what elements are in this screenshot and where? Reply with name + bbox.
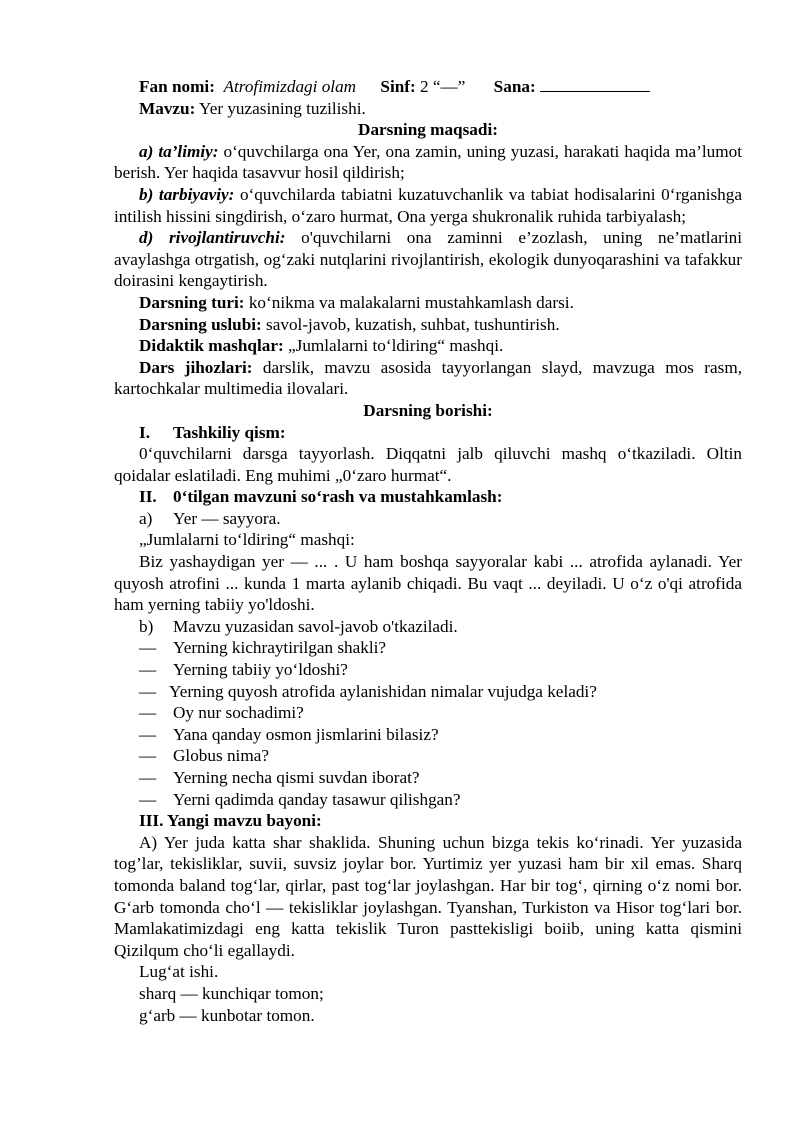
info-mashqlar	[114, 335, 742, 357]
section-3-heading: III. Yangi mavzu bayoni:	[139, 811, 322, 831]
maqsad-item-rivojlantiruvchi	[114, 227, 742, 292]
list-text: Mavzu yuzasidan savol-javob o'tkaziladi.	[173, 616, 458, 636]
question-text: Yana qanday osmon jismlarini bilasiz?	[173, 724, 439, 744]
info-uslubi	[114, 314, 742, 336]
question-text: Yerni qadimda qanday tasawur qilishgan?	[173, 789, 461, 809]
maqsad-item-text: o‘quvchilarda tabiatni kuzatuvchanlik va tabiat hodisalarini 0‘rganishga intilish hissini singdirish, o‘zaro hurmat, Ona yerga shukronalik ruhida tarbiyalash;	[114, 184, 742, 226]
section-1-heading	[114, 422, 742, 444]
info-text: „Jumlalarni to‘ldiring“ mashqi.	[283, 336, 504, 356]
borishi-title: Darsning borishi:	[363, 400, 493, 420]
mashq-text: Biz yashaydigan yer — ... . U ham boshqa sayyoralar kabi ... atrofida aylanadi. Yer quyosh atrofini ... kunda 1 marta aylanib chiqadi. Bu vaqt ... deyiladi. U o‘z o'qi atrofida ham yerning tabiiy yo'ldoshi.	[114, 552, 742, 615]
question-text: Yerning quyosh atrofida aylanishidan nimalar vujudga keladi?	[169, 681, 597, 701]
section-title: 0‘tilgan mavzuni so‘rash va mustahkamlash:	[173, 487, 503, 507]
sinf-label: Sinf:	[380, 77, 416, 96]
sinf-value: 2 “—”	[420, 77, 466, 96]
question-text: Yerning kichraytirilgan shakli?	[173, 638, 387, 658]
section-number: I.	[139, 422, 150, 442]
document-page	[114, 76, 742, 1026]
maqsad-item-text: o'quvchilarni ona zaminni e’zozlash, uning ne’matlarini avaylashga otrgatish, og‘zaki nutqlarini rivojlantirish, ekologik dunyoqarashini va tafakkur doirasini kengaytirish.	[114, 228, 742, 291]
list-marker: a)	[139, 508, 153, 528]
maqsad-item-label: b) tarbiyaviy:	[139, 184, 235, 204]
info-label: Darsning turi:	[139, 292, 245, 312]
dash: —	[139, 768, 157, 787]
section-2-heading	[114, 486, 742, 508]
question-text: Yerning tabiiy yo‘ldoshi?	[173, 660, 348, 680]
question-item	[114, 789, 742, 811]
list-text: Yer — sayyora.	[173, 508, 281, 528]
question-item	[114, 767, 742, 789]
list-item-a	[114, 508, 742, 530]
section-number: II.	[139, 487, 157, 507]
question-item	[114, 659, 742, 681]
maqsad-item-tarbiyaviy	[114, 184, 742, 227]
maqsad-title: Darsning maqsadi:	[358, 120, 498, 140]
lesson-header	[114, 76, 742, 98]
dash: —	[139, 638, 157, 658]
dash: —	[139, 703, 157, 723]
fan-value: Atrofimizdagi olam	[223, 77, 357, 96]
dash: —	[139, 789, 157, 809]
question-item	[114, 745, 742, 767]
list-marker: b)	[139, 616, 154, 636]
section-1-text: 0‘quvchilarni darsga tayyorlash. Diqqatni jalb qiluvchi mashq o‘tkaziladi. Oltin qoidalar eslatiladi. Eng muhimi „0‘zaro hurmat“.	[114, 444, 742, 485]
question-item	[114, 637, 742, 659]
question-item	[114, 702, 742, 724]
dash: —	[139, 746, 157, 766]
info-label: Dars jihozlari:	[139, 357, 253, 377]
info-text: savol-javob, kuzatish, suhbat, tushuntirish.	[261, 314, 560, 334]
dash: —	[139, 724, 157, 744]
maqsad-item-label: a) ta’limiy:	[139, 141, 219, 161]
mavzu-label: Mavzu:	[139, 98, 196, 118]
section-title: Tashkiliy qism:	[173, 422, 286, 442]
question-list	[114, 637, 742, 810]
lugat-item: g‘arb — kunbotar tomon.	[139, 1005, 315, 1025]
dash: —	[139, 681, 157, 701]
fan-label: Fan nomi:	[139, 77, 215, 96]
maqsad-item-label: d) rivojlantiruvchi:	[139, 228, 286, 248]
question-item	[114, 724, 742, 746]
sana-label: Sana:	[493, 77, 536, 96]
question-text: Yerning necha qismi suvdan iborat?	[173, 768, 420, 787]
lugat-title: Lug‘at ishi.	[139, 962, 219, 982]
info-text: ko‘nikma va malakalarni mustahkamlash darsi.	[244, 292, 574, 312]
question-text: Globus nima?	[173, 746, 269, 766]
info-text: darslik, mavzu asosida tayyorlangan slayd, mavzuga mos rasm, kartochkalar multimedia ilovalari.	[114, 357, 742, 399]
question-item	[114, 681, 742, 703]
mashq-title: „Jumlalarni to‘ldiring“ mashqi:	[139, 530, 355, 550]
dash: —	[139, 660, 157, 680]
section-3-text: A) Yer juda katta shar shaklida. Shuning uchun bizga tekis ko‘rinadi. Yer yuzasida tog’lar, tekisliklar, suvii, suvsiz joylar bor. Yurtimiz yer yuzasi ham bir xil emas. Sharq tomonda baland tog‘lar, qirlar, past tog‘lar joylashgan. Har bir tog‘, qirning o‘z nomi bor. G‘arb tomonda cho‘l — tekisliklar joylashgan. Tyanshan, Turkiston va Hisor tog‘lari bor. Mamlakatimizdagi eng katta tekislik Turon pasttekisligi boiib, uning katta qismini Qizilqum cho‘li egallaydi.	[114, 832, 742, 960]
mavzu-value: Yer yuzasining tuzilishi.	[199, 98, 366, 118]
maqsad-item-text: o‘quvchilarga ona Yer, ona zamin, uning yuzasi, harakati haqida ma’lumot berish. Yer haqida tasavvur hosil qildirish;	[114, 141, 742, 183]
info-jihozlari	[114, 357, 742, 400]
question-text: Oy nur sochadimi?	[173, 703, 304, 723]
lugat-item: sharq — kunchiqar tomon;	[139, 983, 324, 1003]
sana-blank	[540, 77, 650, 92]
list-item-b	[114, 616, 742, 638]
mavzu-line	[114, 98, 742, 120]
info-label: Didaktik mashqlar:	[139, 336, 284, 356]
maqsad-item-talimiy	[114, 141, 742, 184]
info-turi	[114, 292, 742, 314]
info-label: Darsning uslubi:	[139, 314, 262, 334]
